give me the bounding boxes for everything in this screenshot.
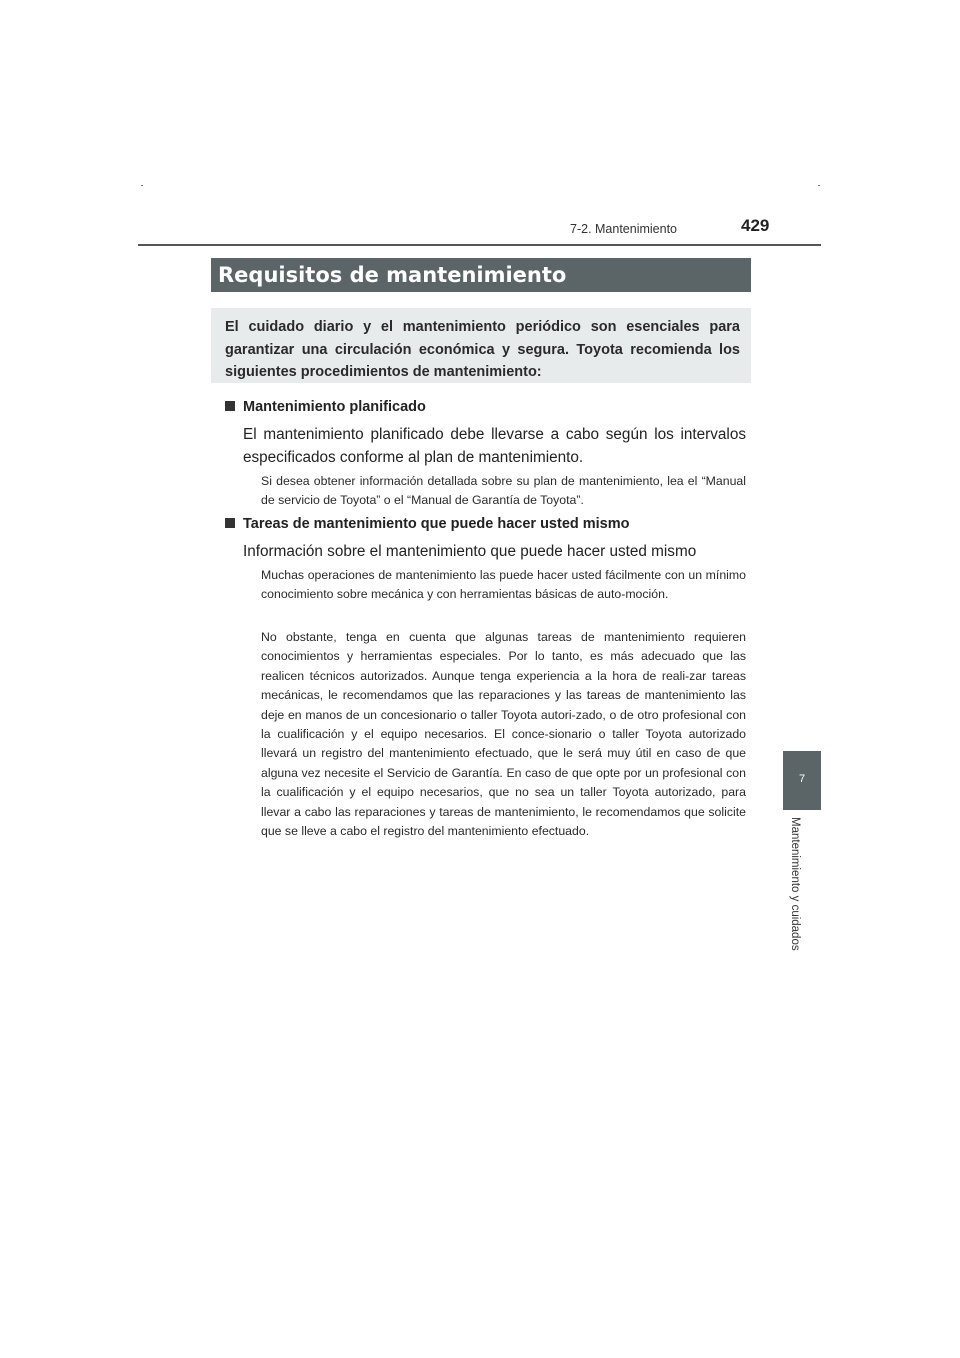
section-lead-scheduled: El mantenimiento planificado debe llevarse a cabo según los intervalos especificados conforme al plan de mantenimiento. [243, 426, 746, 466]
section-heading-text: Tareas de mantenimiento que puede hacer usted mismo [243, 516, 630, 532]
section-lead-diy: Información sobre el mantenimiento que puede hacer usted mismo [243, 543, 697, 560]
note-diy-1: Muchas operaciones de mantenimiento las puede hacer usted fácilmente con un mínimo conocimiento sobre mecánica y con herramientas básicas de auto-moción. [261, 568, 746, 602]
note-scheduled-1: Si desea obtener información detallada sobre su plan de mantenimiento, lea el “Manual de servicio de Toyota” o el “Manual de Garantía de Toyota”. [261, 474, 746, 508]
chapter-label: Mantenimiento y cuidados [789, 817, 801, 951]
section-heading-scheduled [225, 399, 426, 415]
page-number: 429 [741, 216, 770, 235]
intro-text: El cuidado diario y el mantenimiento periódico son esenciales para garantizar una circulación económica y segura. Toyota recomienda los siguientes procedimientos de mantenimiento: [225, 319, 740, 380]
note-diy-2: No obstante, tenga en cuenta que algunas tareas de mantenimiento requieren conocimientos y herramientas especiales. Por lo tanto, es más adecuado que las realicen técnicos autorizados. Aunque tenga experiencia a la hora de reali-zar tareas mecánicas, le recomendamos que las reparaciones y las tareas de mantenimiento las deje en manos de un concesionario o taller Toyota autori-zado, o de otro profesional con la cualificación y el equipo necesarios. El conce-sionario o taller Toyota autorizado llevará un registro del mantenimiento efectuado, que le será muy útil en caso de que alguna vez necesite el Servicio de Garantía. En caso de que opte por un profesional con la cualificación y el equipo necesarios, que no sea un taller Toyota autorizado, para llevar a cabo las reparaciones y tareas de mantenimiento, le recomendamos que solicite que se lleve a cabo el registro del mantenimiento efectuado. [261, 630, 746, 839]
section-heading-diy [225, 516, 630, 532]
crop-mark-left [141, 185, 143, 186]
page-title: Requisitos de mantenimiento [211, 258, 751, 292]
square-bullet-icon [225, 401, 235, 411]
section-heading-text: Mantenimiento planificado [243, 399, 426, 415]
chapter-number: 7 [798, 773, 806, 785]
header-section-title: 7-2. Mantenimiento [570, 222, 678, 236]
crop-mark-right [818, 185, 820, 186]
header-divider [138, 244, 821, 246]
intro-box [211, 308, 751, 383]
square-bullet-icon [225, 518, 235, 528]
